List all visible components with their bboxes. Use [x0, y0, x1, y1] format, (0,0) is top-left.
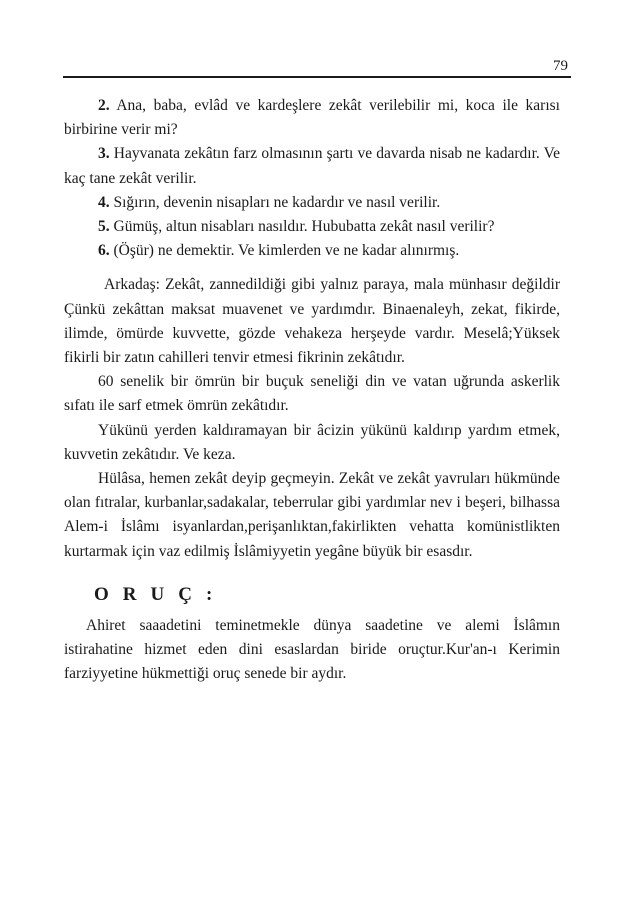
- question-number: 5.: [98, 218, 110, 236]
- question-2: [64, 94, 560, 142]
- spacer: [64, 263, 560, 273]
- page-number: 79: [553, 58, 568, 74]
- section-title: ORUÇ:: [94, 583, 227, 605]
- question-text: Sığırın, devenin nisapları ne kadardır ve nasıl verilir.: [113, 193, 441, 211]
- question-text: Ana, baba, evlâd ve kardeşlere zekât verilebilir mi, koca ile karısı birbirine verir mi?: [64, 97, 560, 139]
- paragraph-kuvvet: Yükünü yerden kaldıramayan bir âcizin yükünü kaldırıp yardım etmek, kuvvetin zekâtıdır. Ve keza.: [64, 421, 560, 463]
- question-text: (Öşür) ne demektir. Ve kimlerden ve ne kadar alınırmış.: [113, 242, 460, 260]
- header-rule: [63, 76, 571, 78]
- question-5: [64, 215, 560, 239]
- question-4: [64, 191, 560, 215]
- paragraph-hulasa: Hülâsa, hemen zekât deyip geçmeyin. Zekât ve zekât yavruları hükmünde olan fıtralar, kurbanlar,sadakalar, teberrular gibi yardımlar nev i beşeri, bilhassa Alem-i İslâmı isyanlardan,perişanlıktan,fakirlikten vehatta komünistlikten kurtarmak için vaz edilmiş İslâmiyyetin yegâne büyük bir esasdır.: [64, 470, 560, 560]
- question-text: Hayvanata zekâtın farz olmasının şartı ve davarda nisab ne kadardır. Ve kaç tane zekât verilir.: [64, 145, 560, 187]
- question-3: [64, 142, 560, 190]
- page-body: [64, 94, 560, 686]
- paragraph-arkadas: Arkadaş: Zekât, zannedildiği gibi yalnız paraya, mala münhasır değildir Çünkü zekâttan maksat muavenet ve yardımdır. Binaenaleyh, zekat, fikirde, ilimde, ömürde kuvvette, gözde vehakeza herşeyde vardır. Meselâ;Yüksek fikirli bir zatın cahilleri tenvir etmesi fikrinin zekâtıdır.: [64, 276, 560, 367]
- question-6: [64, 239, 560, 263]
- question-number: 4.: [98, 193, 110, 211]
- question-number: 2.: [98, 97, 110, 114]
- paragraph-omur: 60 senelik bir ömrün bir buçuk seneliği din ve vatan uğrunda askerlik sıfatı ile sarf etmek ömrün zekâtıdır.: [64, 373, 560, 415]
- question-number: 3.: [98, 145, 110, 163]
- question-text: Gümüş, altun nisabları nasıldır. Hububatta zekât nasıl verilir?: [113, 218, 495, 236]
- paragraph-oruc: Ahiret saaadetini teminetmekle dünya saadetine ve alemi İslâmın istirahatine hizmet eden dini esaslardan biride oruçtur.Kur'an-ı Kerimin farziyyetine hükmettiği oruç senede bir aydır.: [64, 616, 560, 683]
- question-number: 6.: [98, 242, 110, 260]
